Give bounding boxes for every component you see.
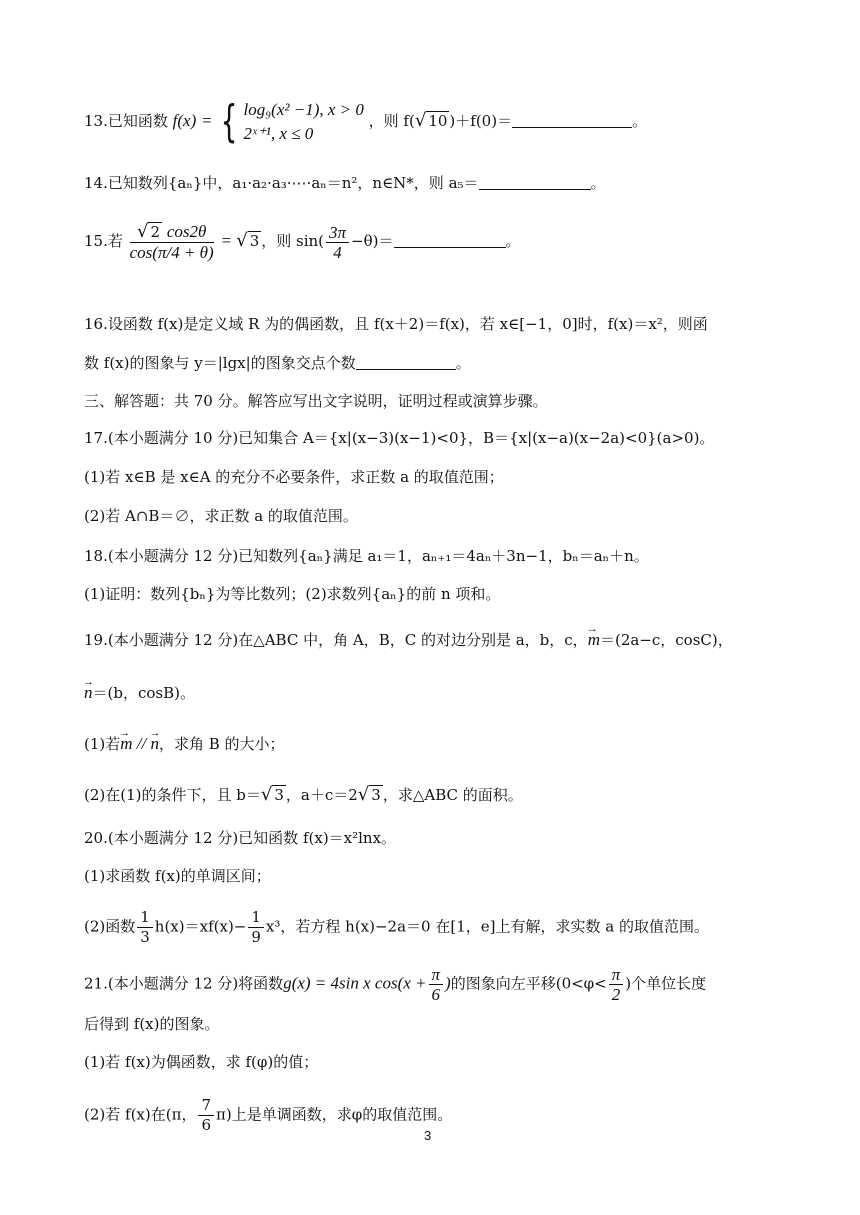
q17-part-2: (2)若 A∩B＝∅，求正数 a 的取值范围。 [84,507,358,525]
q20-p2c: x³，若方程 h(x)−2a＝0 在[1，e]上有解，求实数 a 的取值范围。 [265,917,709,936]
q14-end: 。 [590,174,606,192]
q21-phi-fraction: $\frac{\pi}{2}$ [609,965,624,1004]
q21-p2b: π)上是单调函数，求φ的取值范围。 [216,1105,453,1124]
q13-sqrt: √ 10 [414,110,448,131]
question-14 [84,173,606,193]
question-15 [84,222,521,262]
q19-p1b: ，求角 B 的大小； [158,735,285,753]
q13-mid: ，则 f( [368,112,415,130]
q16-answer-blank[interactable] [356,355,456,370]
q20-p2a: (2)函数 [84,917,136,936]
q19-stem-2-text: ＝(b，cosB)。 [92,684,195,702]
q20-fraction-1: $\frac{1}{3}$ [137,908,153,947]
q21-c: 的图象向左平移(0<φ< [450,974,607,993]
q14-text: 14.已知数列{aₙ}中，a₁·a₂·a₃·⋯·aₙ＝n²，n∈N*，则 a₅＝ [84,174,479,192]
q13-fx: f(x) [172,111,197,130]
q19-stem-1b: ＝(2a−c，cosC)， [599,631,733,649]
q15-mid: ，则 sin( [261,232,325,250]
q17-part-1: (1)若 x∈B 是 x∈A 的充分不必要条件，求正数 a 的取值范围； [84,468,504,486]
q21-g-expr: g(x) = 4sin x cos(x + [283,973,427,993]
page-number: 3 [424,1128,432,1143]
q19-p2b: ，a＋c＝2 [285,786,358,804]
q21-d: )个单位长度 [625,974,707,993]
q20-p2b: h(x)＝xf(x)− [154,917,247,936]
q14-answer-blank[interactable] [479,175,591,190]
q19-sqrt-2: √ 3 [357,784,381,805]
q19-p2a: (2)在(1)的条件下，且 b＝ [84,786,261,804]
question-13 [84,98,647,146]
vector-m-2: → m [120,734,132,754]
q13-end: 。 [632,112,648,130]
q21-p2a: (2)若 f(x)在(π， [84,1105,197,1124]
q21-part-2 [84,1096,452,1135]
q20-part-1: (1)求函数 f(x)的单调区间； [84,867,271,885]
q15-end: 。 [505,232,521,250]
q21-line-2: 后得到 f(x)的图象。 [84,1015,220,1033]
vector-n: → n [84,683,93,703]
q19-stem-2 [84,683,195,703]
q20-fraction-2: $\frac{1}{9}$ [248,908,264,947]
brace-symbol: { [220,96,238,147]
q15-rhs-sqrt: √ 3 [236,230,260,251]
q13-suffix: )＋f(0)＝ [449,112,513,130]
q13-eq: = [201,111,217,130]
q15-fraction: $\frac{√ 2 \cos 2\theta}{\cos(\pi/4 + \theta)}$ [129,221,214,262]
q18-stem: 18.(本小题满分 12 分)已知数列{aₙ}满足 a₁＝1，aₙ₊₁＝4aₙ＋3n−1，bₙ＝aₙ＋n。 [84,547,649,565]
q17-stem: 17.(本小题满分 10 分)已知集合 A＝{x|(x−3)(x−1)<0}，B＝{x|(x−a)(x−2a)<0}(a>0)。 [84,429,715,447]
q15-prefix: 15.若 [84,232,123,250]
q19-sqrt-1: √ 3 [260,784,284,805]
q19-stem-1-text: 19.(本小题满分 12 分)在△ABC 中，角 A，B，C 的对边分别是 a，b，c， [84,631,588,649]
q19-p1a: (1)若 [84,735,121,753]
q18-parts: (1)证明：数列{bₙ}为等比数列；(2)求数列{aₙ}的前 n 项和。 [84,585,501,603]
q21-part-1: (1)若 f(x)为偶函数，求 f(φ)的值； [84,1053,319,1071]
q19-stem-1 [84,630,733,650]
q15-suffix: −θ)＝ [351,232,394,250]
q15-eq: = [220,231,237,250]
q16-line-1: 16.设函数 f(x)是定义域 R 为的偶函数，且 f(x＋2)＝f(x)，若 x∈[−1，0]时，f(x)＝x²，则函 [84,315,708,333]
q19-p2c: ，求△ABC 的面积。 [382,786,523,804]
vector-n-2: → n [150,734,159,754]
q13-case-2: 2ˣ⁺¹, x ≤ 0 [243,124,314,143]
q15-angle-fraction: $\frac{3\pi}{4}$ [326,223,349,262]
q19-part-1 [84,734,285,754]
q13-piecewise [244,98,364,146]
q13-answer-blank[interactable] [512,113,632,128]
q21-a: 21.(本小题满分 12 分)将函数 [84,974,284,993]
q13-prefix: 13.已知函数 [84,112,168,130]
q20-part-2 [84,908,709,947]
q16-end: 。 [455,354,471,372]
q21-interval-fraction: $\frac{7}{6}$ [198,1096,214,1135]
vector-m: → m [588,630,600,650]
q16-line-2 [84,353,471,373]
q21-stem-1 [84,965,706,1004]
q20-stem: 20.(本小题满分 12 分)已知函数 f(x)＝x²lnx。 [84,829,397,847]
q15-answer-blank[interactable] [394,233,506,248]
q19-part-2 [84,785,523,805]
parallel-symbol: // [132,734,151,753]
section-3-heading: 三、解答题：共 70 分。解答应写出文字说明，证明过程或演算步骤。 [84,392,548,410]
q13-case-1: log₉(x² −1), x > 0 [243,100,364,119]
q21-b: ) [445,973,451,993]
q16-line-2-text: 数 f(x)的图象与 y＝|lgx|的图象交点个数 [84,354,356,372]
q21-g-fraction: $\frac{\pi}{6}$ [429,965,444,1004]
